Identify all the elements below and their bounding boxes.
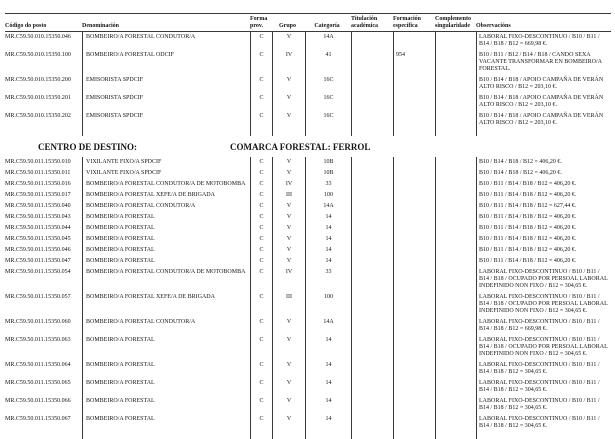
table-row [5,317,611,335]
cell-complemento [435,50,476,75]
cell-formacion [393,168,435,179]
cell-formacion [393,157,435,168]
cell-formacion [393,267,435,292]
cell-complemento [435,267,476,292]
cell-categoria: 10B [305,157,351,168]
cell-forma-prov: C [250,396,272,414]
cell-denominacion: BOMBEIRO/A FORESTAL [82,414,250,432]
cell-forma-prov: C [250,256,272,267]
cell-observacions: LABORAL FIXO-DESCONTINUO / B10 / B11 / B14 / B18 / B12 = 304,65 €. [476,378,611,396]
cell-grupo: IV [272,50,305,75]
cell-formacion [393,335,435,360]
cell-titulacion [351,201,393,212]
cell-observacions: B10 / B11 / B14 / B18 / B12 = 406,20 €. [476,190,611,201]
cell-categoria: 14 [305,378,351,396]
cell-observacions: B10 / B11 / B14 / B18 / B12 = 406,20 €. [476,234,611,245]
cell-formacion [393,93,435,111]
cell-formacion [393,234,435,245]
cell-formacion [393,256,435,267]
table-row [5,157,611,168]
cell-forma-prov: C [250,190,272,201]
cell-categoria: 14 [305,234,351,245]
cell-complemento [435,201,476,212]
cell-denominacion: EMISORISTA SPDCIF [82,93,250,111]
cell-grupo: V [272,223,305,234]
cell-complemento [435,432,476,439]
cell-observacions [476,129,611,136]
cell-grupo: V [272,335,305,360]
cell-formacion [393,179,435,190]
table-row [5,32,611,50]
cell-complemento [435,292,476,317]
cell-observacions: B10 / B11 / B14 / B18 / B12 = 406,20 €. [476,245,611,256]
cell-observacions: B10 / B14 / B18 / B12 = 406,20 €. [476,168,611,179]
cell-formacion [393,432,435,439]
cell-forma-prov: C [250,234,272,245]
cell-titulacion [351,75,393,93]
cell-observacions: LABORAL FIXO-DESCONTINUO / B10 / B11 / B14 / B18 / B12 = 304,65 €. [476,360,611,378]
cell-formacion [393,111,435,129]
cell-forma-prov: C [250,292,272,317]
cell-grupo: IV [272,179,305,190]
cell-complemento [435,179,476,190]
cell-denominacion: BOMBEIRO/A FORESTAL CONDUTOR/A [82,32,250,50]
cell-codigo: MR.C59.50.010.15350.201 [5,95,71,101]
cell-grupo: IV [272,267,305,292]
table-bottom-rule-spacer [5,432,611,439]
cell-titulacion [351,378,393,396]
section-header-value: COMARCA FORESTAL: FERROL [230,142,371,152]
table-body [5,32,611,439]
cell-forma-prov: C [250,201,272,212]
cell-denominacion [82,432,250,439]
cell-complemento [435,212,476,223]
cell-grupo: V [272,32,305,50]
cell-codigo: MR.C59.50.011.15350.010 [5,159,71,165]
cell-forma-prov: C [250,50,272,75]
cell-observacions: B10 / B11 / B12 / B14 / B18 / CANDO SEXA VACANTE TRANSFORMAR EN BOMBEIRO/A FORESTAL. [476,50,611,75]
cell-complemento [435,414,476,432]
cell-complemento [435,223,476,234]
cell-formacion [393,223,435,234]
cell-titulacion [351,157,393,168]
cell-observacions: LABORAL FIXO-DESCONTINUO / B10 / B11 / B14 / B18 / B12 = 304,65 €. [476,396,611,414]
cell-titulacion [351,223,393,234]
cell-denominacion: BOMBEIRO/A FORESTAL [82,234,250,245]
cell-formacion [393,396,435,414]
cell-formacion [393,75,435,93]
table-row [5,378,611,396]
cell-titulacion [351,317,393,335]
cell-complemento [435,168,476,179]
cell-forma-prov: C [250,335,272,360]
table-header [5,13,611,32]
cell-titulacion [351,396,393,414]
cell-denominacion: BOMBEIRO/A FORESTAL CONDUTOR/A [82,317,250,335]
cell-complemento [435,396,476,414]
cell-titulacion [351,432,393,439]
table-row [5,414,611,432]
cell-complemento [435,234,476,245]
cell-forma-prov: C [250,212,272,223]
cell-observacions: B10 / B14 / B18 / APOIO CAMPAÑA DE VERÁN ALTO RISCO / B12 = 203,10 €. [476,75,611,93]
cell-codigo: MR.C59.50.011.15350.067 [5,416,71,422]
cell-categoria: 14 [305,256,351,267]
cell-categoria: 33 [305,179,351,190]
cell-grupo: V [272,111,305,129]
cell-formacion [393,201,435,212]
cell-complemento [435,111,476,129]
cell-formacion [393,245,435,256]
cell-codigo: MR.C59.50.010.15350.100 [5,52,71,58]
cell-observacions: LABORAL FIXO-DESCONTINUO / B10 / B11 / B14 / B18 / B12 = 669,98 €. [476,32,611,50]
cell-denominacion: BOMBEIRO/A FORESTAL CONDUTOR/A DE MOTOBOMBA [82,267,250,292]
cell-complemento [435,317,476,335]
cell-categoria: 14 [305,360,351,378]
cell-categoria: 16C [305,111,351,129]
cell-observacions: LABORAL FIXO-DESCONTINUO / B10 / B11 / B14 / B18 / B12 = 669,98 €. [476,317,611,335]
cell-complemento [435,32,476,50]
cell-forma-prov: C [250,111,272,129]
cell-titulacion [351,267,393,292]
cell-denominacion: BOMBEIRO/A FORESTAL [82,223,250,234]
cell-codigo: MR.C59.50.011.15350.017 [5,192,71,198]
cell-forma-prov: C [250,360,272,378]
cell-codigo: MR.C59.50.011.15350.064 [5,362,71,368]
cell-forma-prov: C [250,75,272,93]
cell-complemento [435,93,476,111]
cell-titulacion [351,93,393,111]
cell-categoria: 33 [305,267,351,292]
cell-denominacion: BOMBEIRO/A FORESTAL CONDUTOR/A DE MOTOBOMBA [82,179,250,190]
cell-titulacion [351,129,393,136]
cell-observacions: B10 / B11 / B14 / B18 / B12 = 406,20 €. [476,223,611,234]
section-header-label: CENTRO DE DESTINO: [38,142,138,152]
cell-denominacion: BOMBEIRO/A FORESTAL [82,360,250,378]
cell-grupo: V [272,245,305,256]
cell-categoria: 14A [305,32,351,50]
table-row [5,75,611,93]
cell-grupo: V [272,378,305,396]
cell-categoria: 14 [305,223,351,234]
cell-denominacion: VIXILANTE FIXO/A SPDCIF [82,168,250,179]
cell-titulacion [351,292,393,317]
cell-observacions: LABORAL FIXO-DESCONTINUO / B10 / B11 / B14 / B18 / B12 = 304,65 €. [476,414,611,432]
cell-formacion [393,360,435,378]
cell-denominacion: BOMBEIRO/A FORESTAL CONDUTOR/A [82,201,250,212]
cell-codigo [5,432,82,439]
cell-denominacion: BOMBEIRO/A FORESTAL [82,245,250,256]
cell-forma-prov: C [250,168,272,179]
cell-forma-prov: C [250,414,272,432]
table-row [5,93,611,111]
cell-grupo: V [272,414,305,432]
cell-denominacion [82,129,250,136]
cell-grupo: V [272,93,305,111]
col-header-observacions: Observacións [476,23,511,29]
col-header-complemento: Complemento singularidade [435,16,471,29]
cell-categoria [305,432,351,439]
cell-categoria: 16C [305,75,351,93]
table-row [5,168,611,179]
cell-denominacion: BOMBEIRO/A FORESTAL [82,378,250,396]
cell-denominacion: VIXILANTE FIXO/A SPDCIF [82,157,250,168]
cell-forma-prov [250,129,272,136]
cell-codigo: MR.C59.50.011.15350.047 [5,258,71,264]
table-row [5,292,611,317]
cell-codigo: MR.C59.50.010.15350.200 [5,77,71,83]
cell-formacion [393,190,435,201]
cell-categoria: 100 [305,292,351,317]
cell-titulacion [351,212,393,223]
cell-forma-prov [250,432,272,439]
cell-codigo: MR.C59.50.011.15350.040 [5,203,71,209]
cell-grupo: V [272,75,305,93]
cell-categoria: 10B [305,168,351,179]
cell-observacions: B10 / B14 / B18 / APOIO CAMPAÑA DE VERÁN ALTO RISCO / B12 = 203,10 €. [476,93,611,111]
cell-codigo: MR.C59.50.010.15350.046 [5,34,71,40]
cell-codigo: MR.C59.50.011.15350.045 [5,236,71,242]
cell-denominacion: BOMBEIRO/A FORESTAL [82,396,250,414]
cell-grupo [272,432,305,439]
cell-observacions: B10 / B11 / B14 / B18 / B12 = 406,20 €. [476,212,611,223]
table-row [5,245,611,256]
cell-codigo: MR.C59.50.011.15350.057 [5,294,71,300]
cell-formacion [393,212,435,223]
col-header-formacion: Formación específica [393,16,421,29]
cell-formacion [393,129,435,136]
cell-grupo: V [272,201,305,212]
col-header-denominacion: Denominación [82,23,120,29]
cell-denominacion: EMISORISTA SPDCIF [82,111,250,129]
cell-observacions: B10 / B14 / B18 / APOIO CAMPAÑA DE VERÁN ALTO RISCO / B12 = 203,10 €. [476,111,611,129]
cell-complemento [435,129,476,136]
table-row [5,360,611,378]
cell-titulacion [351,179,393,190]
cell-titulacion [351,168,393,179]
table-bottom-rule-spacer [5,129,611,136]
cell-grupo: V [272,256,305,267]
cell-codigo: MR.C59.50.011.15350.046 [5,247,71,253]
cell-formacion: 954 [393,50,435,75]
cell-denominacion: BOMBEIRO/A FORESTAL ODCIF [82,50,250,75]
section-header-centro-de-destino [5,142,611,153]
cell-formacion [393,414,435,432]
cell-categoria: 14 [305,414,351,432]
cell-codigo: MR.C59.50.010.15350.202 [5,113,71,119]
cell-observacions: B10 / B14 / B18 / B12 = 406,20 €. [476,157,611,168]
cell-observacions: LABORAL FIXO-DESCONTINUO / B10 / B11 / B14 / B18 / OCUPADO POR PERSOAL LABORAL INDEFINIDO NON FIXO / B12 = 304,65 €. [476,335,611,360]
cell-forma-prov: C [250,267,272,292]
cell-formacion [393,317,435,335]
cell-forma-prov: C [250,317,272,335]
cell-forma-prov: C [250,378,272,396]
cell-grupo: III [272,190,305,201]
cell-codigo: MR.C59.50.011.15350.054 [5,269,71,275]
cell-categoria: 41 [305,50,351,75]
cell-forma-prov: C [250,93,272,111]
cell-codigo: MR.C59.50.011.15350.063 [5,337,71,343]
col-header-forma-prov: Forma prov. [250,16,268,29]
cell-denominacion: BOMBEIRO/A FORESTAL XEFE/A DE BRIGADA [82,292,250,317]
table-row [5,212,611,223]
cell-titulacion [351,360,393,378]
cell-observacions: B10 / B11 / B14 / B18 / B12 = 627,44 €. [476,201,611,212]
cell-forma-prov: C [250,179,272,190]
cell-titulacion [351,32,393,50]
cell-grupo [272,129,305,136]
cell-categoria: 14 [305,335,351,360]
cell-categoria: 14 [305,396,351,414]
cell-titulacion [351,111,393,129]
cell-grupo: V [272,157,305,168]
cell-complemento [435,75,476,93]
table-row [5,223,611,234]
cell-complemento [435,360,476,378]
cell-complemento [435,378,476,396]
cell-codigo: MR.C59.50.011.15350.011 [5,170,71,176]
cell-denominacion: BOMBEIRO/A FORESTAL XEFE/A DE BRIGADA [82,190,250,201]
cell-formacion [393,32,435,50]
cell-denominacion: EMISORISTA SPDCIF [82,75,250,93]
cell-codigo: MR.C59.50.011.15350.043 [5,214,71,220]
cell-complemento [435,335,476,360]
cell-titulacion [351,190,393,201]
cell-categoria: 14A [305,317,351,335]
cell-categoria: 14A [305,201,351,212]
cell-codigo: MR.C59.50.011.15350.016 [5,181,71,187]
col-header-categoria: Categoría [314,23,340,29]
cell-grupo: V [272,234,305,245]
cell-categoria: 14 [305,245,351,256]
cell-grupo: V [272,317,305,335]
cell-denominacion: BOMBEIRO/A FORESTAL [82,335,250,360]
cell-observacions [476,432,611,439]
table-row [5,335,611,360]
table-row [5,111,611,129]
cell-codigo: MR.C59.50.011.15350.066 [5,398,71,404]
cell-categoria: 100 [305,190,351,201]
cell-codigo: MR.C59.50.011.15350.065 [5,380,71,386]
cell-forma-prov: C [250,32,272,50]
cell-observacions: B10 / B11 / B14 / B18 / B12 = 406,20 €. [476,179,611,190]
cell-grupo: V [272,360,305,378]
cell-observacions: LABORAL FIXO-DESCONTINUO / B10 / B11 / B14 / B18 / OCUPADO POR PERSOAL LABORAL INDEFINIDO NON FIXO / B12 = 304,65 €. [476,267,611,292]
cell-titulacion [351,256,393,267]
cell-titulacion [351,414,393,432]
cell-complemento [435,190,476,201]
cell-codigo: MR.C59.50.011.15350.060 [5,319,71,325]
table-row [5,50,611,75]
cell-categoria [305,129,351,136]
cell-complemento [435,256,476,267]
col-header-titulacion: Titulación académica [351,16,378,29]
cell-grupo: V [272,396,305,414]
table-row [5,267,611,292]
table-row [5,396,611,414]
cell-categoria: 16C [305,93,351,111]
cell-complemento [435,245,476,256]
cell-forma-prov: C [250,157,272,168]
cell-codigo: MR.C59.50.011.15350.044 [5,225,71,231]
cell-codigo [5,129,82,136]
cell-titulacion [351,234,393,245]
cell-complemento [435,157,476,168]
table-row [5,179,611,190]
cell-formacion [393,378,435,396]
table-row [5,234,611,245]
col-header-grupo: Grupo [278,23,296,29]
cell-forma-prov: C [250,223,272,234]
cell-grupo: V [272,212,305,223]
cell-denominacion: BOMBEIRO/A FORESTAL [82,212,250,223]
cell-grupo: III [272,292,305,317]
cell-categoria: 14 [305,212,351,223]
cell-formacion [393,292,435,317]
table-row [5,256,611,267]
cell-forma-prov: C [250,245,272,256]
cell-grupo: V [272,168,305,179]
cell-denominacion: BOMBEIRO/A FORESTAL [82,256,250,267]
table-row [5,190,611,201]
cell-titulacion [351,335,393,360]
col-header-codigo: Código do posto [5,23,47,29]
cell-titulacion [351,245,393,256]
cell-observacions: LABORAL FIXO-DESCONTINUO / B10 / B11 / B14 / B18 / OCUPADO POR PERSOAL LABORAL INDEFINIDO NON FIXO / B12 = 304,65 €. [476,292,611,317]
table-row [5,201,611,212]
cell-titulacion [351,50,393,75]
cell-observacions: B10 / B11 / B14 / B18 / B12 = 406,20 €. [476,256,611,267]
